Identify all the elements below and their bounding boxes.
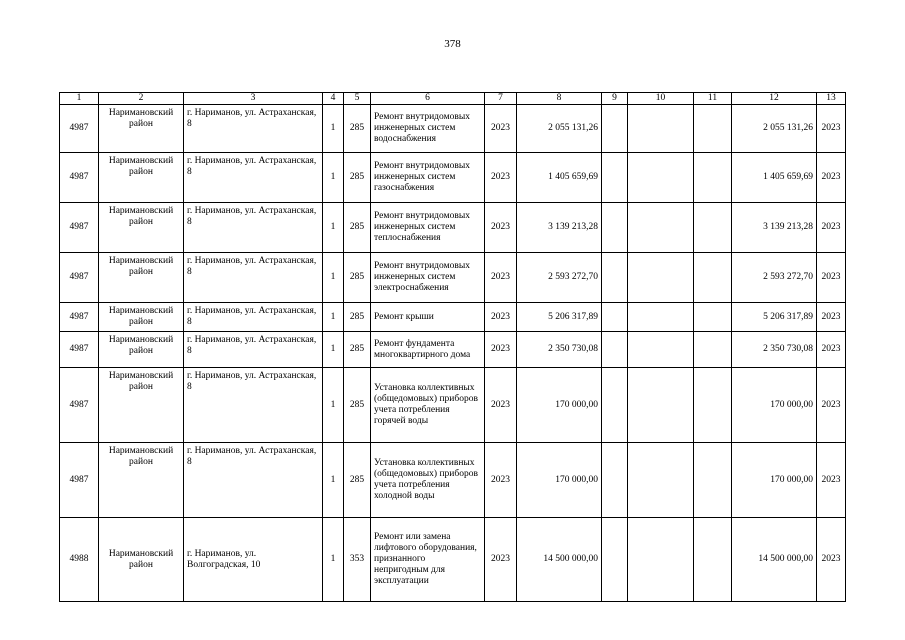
col-header: 6 [371, 93, 485, 105]
cell-year: 2023 [485, 303, 517, 332]
cell-c12: 14 500 000,00 [732, 518, 817, 602]
cell-c13: 2023 [817, 368, 846, 443]
col-header: 12 [732, 93, 817, 105]
col-header: 13 [817, 93, 846, 105]
col-header: 11 [694, 93, 732, 105]
cell-c11 [694, 253, 732, 303]
col-header: 9 [602, 93, 628, 105]
cell-c12: 2 055 131,26 [732, 105, 817, 153]
cell-work: Ремонт внутридомовых инженерных систем водоснабжения [371, 105, 485, 153]
col-header: 8 [517, 93, 602, 105]
cell-id: 4987 [60, 443, 99, 518]
cell-year: 2023 [485, 332, 517, 368]
cell-c13: 2023 [817, 518, 846, 602]
cell-address: г. Нариманов, ул. Астраханская, 8 [184, 443, 323, 518]
cell-c5: 353 [344, 518, 371, 602]
cell-c8: 2 350 730,08 [517, 332, 602, 368]
cell-c5: 285 [344, 303, 371, 332]
cell-address: г. Нариманов, ул. Астраханская, 8 [184, 253, 323, 303]
cell-c11 [694, 332, 732, 368]
cell-year: 2023 [485, 153, 517, 203]
cell-c5: 285 [344, 153, 371, 203]
col-header: 10 [628, 93, 694, 105]
table-row [60, 203, 846, 253]
cell-c5: 285 [344, 253, 371, 303]
cell-address: г. Нариманов, ул. Астраханская, 8 [184, 105, 323, 153]
cell-c9 [602, 253, 628, 303]
col-header: 4 [323, 93, 344, 105]
table-row [60, 105, 846, 153]
cell-address: г. Нариманов, ул. Астраханская, 8 [184, 153, 323, 203]
page-number: 378 [444, 38, 461, 50]
cell-c13: 2023 [817, 203, 846, 253]
cell-c5: 285 [344, 332, 371, 368]
col-header: 1 [60, 93, 99, 105]
table-row [60, 332, 846, 368]
cell-c12: 1 405 659,69 [732, 153, 817, 203]
cell-year: 2023 [485, 443, 517, 518]
table-row [60, 518, 846, 602]
cell-id: 4987 [60, 153, 99, 203]
cell-c9 [602, 303, 628, 332]
cell-c8: 5 206 317,89 [517, 303, 602, 332]
cell-c5: 285 [344, 105, 371, 153]
cell-c4: 1 [323, 153, 344, 203]
cell-year: 2023 [485, 105, 517, 153]
table-row [60, 368, 846, 443]
cell-c8: 170 000,00 [517, 368, 602, 443]
cell-district: Наримановский район [99, 518, 184, 602]
cell-c10 [628, 203, 694, 253]
cell-district: Наримановский район [99, 368, 184, 443]
cell-work: Ремонт крыши [371, 303, 485, 332]
cell-c5: 285 [344, 368, 371, 443]
cell-c8: 2 055 131,26 [517, 105, 602, 153]
cell-id: 4987 [60, 105, 99, 153]
cell-c10 [628, 443, 694, 518]
cell-c5: 285 [344, 443, 371, 518]
cell-address: г. Нариманов, ул. Астраханская, 8 [184, 203, 323, 253]
cell-c11 [694, 518, 732, 602]
cell-work: Установка коллективных (общедомовых) приборов учета потребления горячей воды [371, 368, 485, 443]
cell-c8: 1 405 659,69 [517, 153, 602, 203]
cell-c11 [694, 368, 732, 443]
cell-c13: 2023 [817, 105, 846, 153]
cell-c9 [602, 105, 628, 153]
cell-c10 [628, 303, 694, 332]
cell-address: г. Нариманов, ул. Астраханская, 8 [184, 332, 323, 368]
cell-district: Наримановский район [99, 303, 184, 332]
cell-c13: 2023 [817, 332, 846, 368]
cell-id: 4987 [60, 253, 99, 303]
cell-c4: 1 [323, 332, 344, 368]
cell-district: Наримановский район [99, 332, 184, 368]
col-header: 2 [99, 93, 184, 105]
register-table [59, 92, 846, 602]
cell-c13: 2023 [817, 253, 846, 303]
cell-c10 [628, 153, 694, 203]
cell-work: Ремонт фундамента многоквартирного дома [371, 332, 485, 368]
cell-address: г. Нариманов, ул. Астраханская, 8 [184, 368, 323, 443]
cell-year: 2023 [485, 253, 517, 303]
cell-district: Наримановский район [99, 443, 184, 518]
cell-id: 4987 [60, 368, 99, 443]
cell-c9 [602, 368, 628, 443]
cell-c10 [628, 105, 694, 153]
col-header: 5 [344, 93, 371, 105]
cell-year: 2023 [485, 203, 517, 253]
col-header: 7 [485, 93, 517, 105]
cell-c11 [694, 443, 732, 518]
cell-c8: 170 000,00 [517, 443, 602, 518]
table-row [60, 303, 846, 332]
cell-district: Наримановский район [99, 253, 184, 303]
cell-c5: 285 [344, 203, 371, 253]
cell-c4: 1 [323, 105, 344, 153]
cell-c11 [694, 203, 732, 253]
cell-c4: 1 [323, 303, 344, 332]
cell-year: 2023 [485, 518, 517, 602]
cell-c9 [602, 332, 628, 368]
table-row [60, 153, 846, 203]
cell-id: 4987 [60, 332, 99, 368]
cell-c9 [602, 443, 628, 518]
cell-c4: 1 [323, 253, 344, 303]
cell-district: Наримановский район [99, 105, 184, 153]
cell-c8: 2 593 272,70 [517, 253, 602, 303]
header-row [60, 93, 846, 105]
table-row [60, 253, 846, 303]
cell-c12: 3 139 213,28 [732, 203, 817, 253]
cell-address: г. Нариманов, ул. Волгоградская, 10 [184, 518, 323, 602]
cell-c4: 1 [323, 203, 344, 253]
cell-year: 2023 [485, 368, 517, 443]
cell-work: Ремонт внутридомовых инженерных систем теплоснабжения [371, 203, 485, 253]
cell-c4: 1 [323, 443, 344, 518]
cell-c10 [628, 332, 694, 368]
cell-c10 [628, 253, 694, 303]
cell-id: 4988 [60, 518, 99, 602]
cell-c12: 5 206 317,89 [732, 303, 817, 332]
table-row [60, 443, 846, 518]
cell-id: 4987 [60, 303, 99, 332]
cell-c9 [602, 203, 628, 253]
cell-c9 [602, 153, 628, 203]
cell-c12: 170 000,00 [732, 368, 817, 443]
cell-c9 [602, 518, 628, 602]
cell-c8: 3 139 213,28 [517, 203, 602, 253]
cell-c4: 1 [323, 368, 344, 443]
cell-c13: 2023 [817, 153, 846, 203]
cell-work: Ремонт внутридомовых инженерных систем газоснабжения [371, 153, 485, 203]
cell-id: 4987 [60, 203, 99, 253]
cell-c4: 1 [323, 518, 344, 602]
cell-c12: 2 593 272,70 [732, 253, 817, 303]
cell-district: Наримановский район [99, 203, 184, 253]
cell-c13: 2023 [817, 443, 846, 518]
cell-district: Наримановский район [99, 153, 184, 203]
cell-c11 [694, 153, 732, 203]
cell-address: г. Нариманов, ул. Астраханская, 8 [184, 303, 323, 332]
cell-work: Ремонт или замена лифтового оборудования, признанного непригодным для эксплуатации [371, 518, 485, 602]
cell-work: Установка коллективных (общедомовых) приборов учета потребления холодной воды [371, 443, 485, 518]
cell-c11 [694, 303, 732, 332]
cell-c10 [628, 368, 694, 443]
cell-c11 [694, 105, 732, 153]
col-header: 3 [184, 93, 323, 105]
cell-c8: 14 500 000,00 [517, 518, 602, 602]
cell-c12: 2 350 730,08 [732, 332, 817, 368]
cell-work: Ремонт внутридомовых инженерных систем электроснабжения [371, 253, 485, 303]
cell-c13: 2023 [817, 303, 846, 332]
cell-c10 [628, 518, 694, 602]
cell-c12: 170 000,00 [732, 443, 817, 518]
